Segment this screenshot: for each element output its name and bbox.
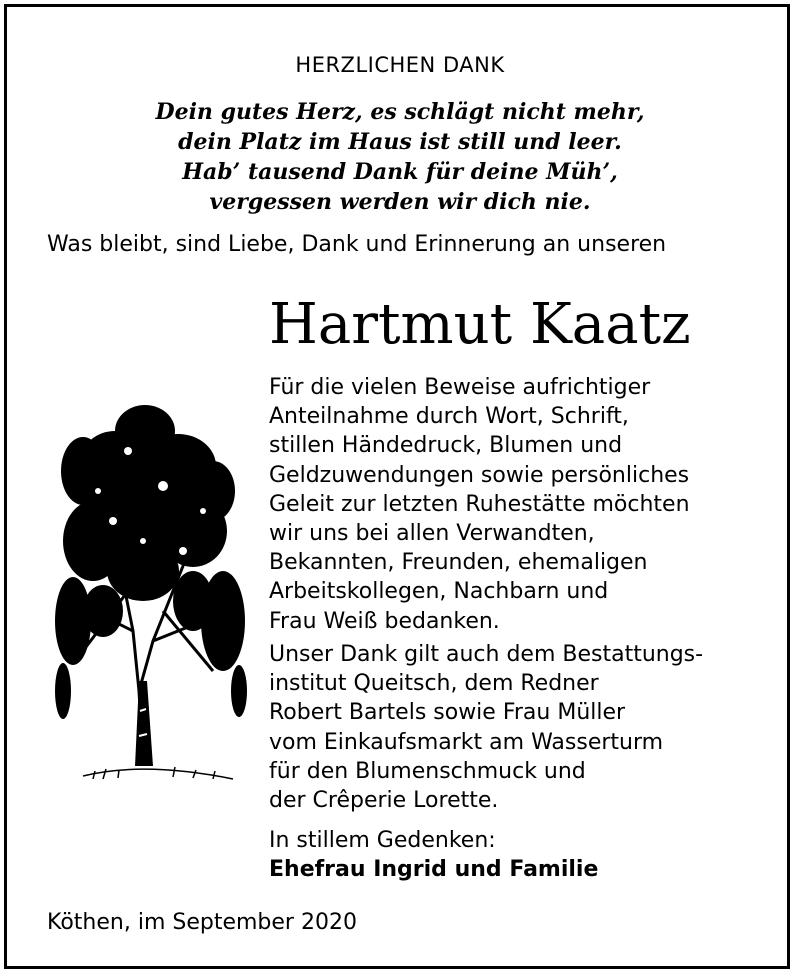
text-line: Geldzuwendungen sowie persönliches: [269, 462, 690, 488]
memorial-poem: [7, 97, 793, 217]
poem-line: Hab’ tausend Dank für deine Müh’,: [182, 159, 618, 185]
text-line: Arbeitskollegen, Nachbarn und: [269, 579, 609, 605]
intro-line: Was bleibt, sind Liebe, Dank und Erinnerung an unseren: [47, 232, 667, 257]
text-line: Bekannten, Freunden, ehemaligen: [269, 550, 648, 576]
poem-line: dein Platz im Haus ist still und leer.: [178, 129, 622, 155]
text-line: für den Blumenschmuck und: [269, 758, 586, 784]
signature-block: [269, 826, 598, 884]
text-line: Robert Bartels sowie Frau Müller: [269, 700, 626, 726]
text-line: stillen Händedruck, Blumen und: [269, 433, 623, 459]
text-line: vom Einkaufsmarkt am Wasserturm: [269, 729, 664, 755]
thanks-paragraph: [269, 373, 690, 636]
closing-line: In stillem Gedenken:: [269, 828, 496, 853]
notice-heading: HERZLICHEN DANK: [295, 53, 505, 77]
acknowledgement-paragraph: [269, 640, 703, 815]
text-line: institut Queitsch, dem Redner: [269, 671, 599, 697]
text-line: Geleit zur letzten Ruhestätte möchten: [269, 491, 690, 517]
place-date: Köthen, im September 2020: [47, 910, 357, 935]
poem-line: Dein gutes Herz, es schlägt nicht mehr,: [155, 99, 645, 125]
family-signature: Ehefrau Ingrid und Familie: [269, 857, 599, 883]
text-line: wir uns bei allen Verwandten,: [269, 521, 595, 547]
birch-tree-image: [43, 391, 253, 791]
text-line: der Crêperie Lorette.: [269, 788, 499, 814]
text-line: Für die vielen Beweise aufrichtiger: [269, 375, 651, 400]
poem-line: vergessen werden wir dich nie.: [209, 189, 591, 215]
text-line: Frau Weiß bedanken.: [269, 608, 500, 634]
text-line: Unser Dank gilt auch dem Bestattungs-: [269, 642, 704, 667]
text-line: Anteilnahme durch Wort, Schrift,: [269, 404, 629, 430]
obituary-notice: [4, 4, 790, 969]
deceased-name: Hartmut Kaatz: [269, 292, 691, 357]
